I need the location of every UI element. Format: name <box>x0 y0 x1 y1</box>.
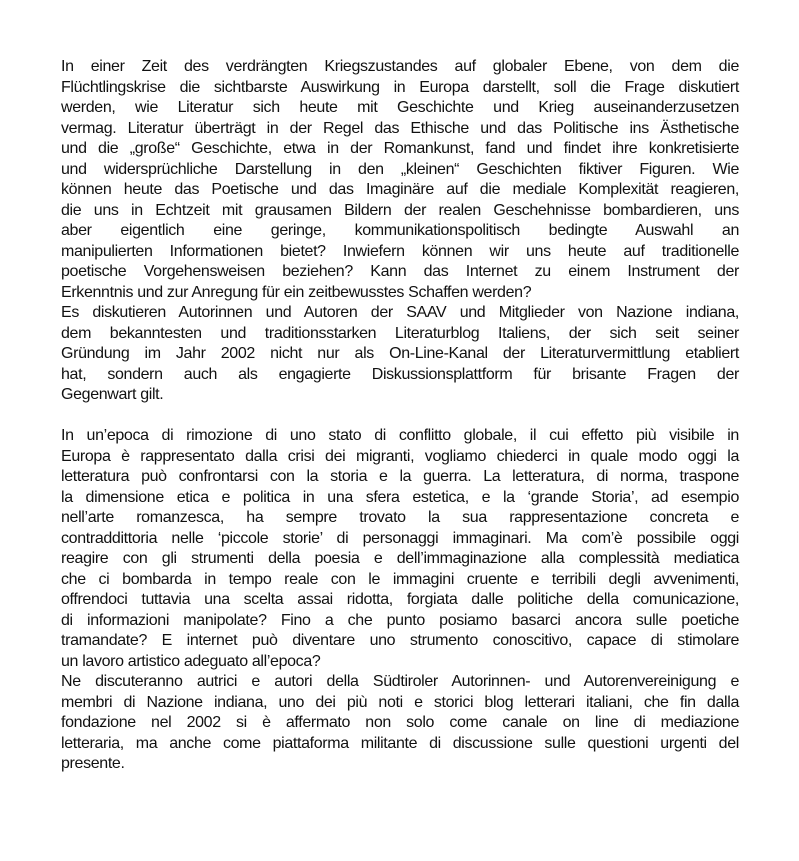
italian-section <box>61 426 739 775</box>
text-line: können heute das Poetische und das Imaginäre auf die mediale Komplexität reagieren, <box>61 181 739 198</box>
text-line: Gründung im Jahr 2002 nicht nur als On-Line-Kanal der Literaturvermittlung etabliert <box>61 345 739 362</box>
text-line: manipulierten Informationen bietet? Inwiefern können wir uns heute auf traditionelle <box>61 242 739 260</box>
text-line: Erkenntnis und zur Anregung für ein zeitbewusstes Schaffen werden? <box>61 283 532 301</box>
italian-paragraph-2 <box>61 672 739 775</box>
text-line: In einer Zeit des verdrängten Kriegszustandes auf globaler Ebene, von dem die <box>61 58 739 75</box>
text-line: Europa è rappresentato dalla crisi dei migranti, vogliamo chiederci in quale modo oggi la <box>61 447 739 465</box>
text-line: fondazione nel 2002 si è affermato non solo come canale on line di mediazione <box>61 714 739 731</box>
section-divider-space <box>61 406 739 427</box>
document-page <box>61 57 739 775</box>
german-paragraph-1 <box>61 57 739 303</box>
text-line: Ne discuteranno autrici e autori della Südtiroler Autorinnen- und Autorenvereinigung e <box>61 673 739 690</box>
text-line: die uns in Echtzeit mit grausamen Bildern der realen Geschehnisse bombardieren, uns <box>61 201 739 219</box>
text-line: aber eigentlich eine geringe, kommunikationspolitisch bedingte Auswahl an <box>61 222 739 239</box>
text-line: nell’arte romanzesca, ha sempre trovato la sua rappresentazione concreta e <box>61 509 739 526</box>
text-line: Flüchtlingskrise die sichtbarste Auswirkung in Europa darstellt, soll die Frage diskutiert <box>61 78 739 96</box>
german-paragraph-2 <box>61 303 739 406</box>
text-line: werden, wie Literatur sich heute mit Geschichte und Krieg auseinanderzusetzen <box>61 99 739 116</box>
text-line: Gegenwart gilt. <box>61 386 164 403</box>
text-line: tramandate? E internet può diventare uno strumento conoscitivo, capace di stimolare <box>61 632 739 649</box>
text-line: la dimensione etica e politica in una sfera estetica, e la ‘grande Storia’, ad esempio <box>61 488 739 506</box>
text-line: reagire con gli strumenti della poesia e dell’immaginazione alla complessità mediatica <box>61 550 739 567</box>
text-line: che ci bombarda in tempo reale con le immagini cruente e terribili degli avvenimenti, <box>61 570 739 588</box>
text-line: un lavoro artistico adeguato all’epoca? <box>61 652 321 670</box>
text-line: vermag. Literatur überträgt in der Regel das Ethische und das Politische ins Ästhetische <box>61 119 739 137</box>
text-line: letteratura può confrontarsi con la storia e la guerra. La letteratura, di norma, traspone <box>61 468 739 485</box>
text-line: Es diskutieren Autorinnen und Autoren der SAAV und Mitglieder von Nazione indiana, <box>61 304 739 321</box>
text-line: contraddittoria nelle ‘piccole storie’ di personaggi immaginari. Ma com’è possibile oggi <box>61 529 739 547</box>
text-line: hat, sondern auch als engagierte Diskussionsplattform für brisante Fragen der <box>61 365 739 383</box>
text-line: poetische Vorgehensweisen beziehen? Kann das Internet zu einem Instrument der <box>61 263 739 280</box>
text-line: letteraria, ma anche come piattaforma militante di discussione sulle questioni urgenti del <box>61 734 739 752</box>
text-line: presente. <box>61 755 125 772</box>
text-line: di informazioni manipolate? Fino a che punto posiamo basarci ancora sulle poetiche <box>61 611 739 629</box>
text-line: In un’epoca di rimozione di uno stato di conflitto globale, il cui effetto più visibile in <box>61 427 739 444</box>
text-line: und widersprüchliche Darstellung in den „kleinen“ Geschichten fiktiver Figuren. Wie <box>61 160 739 178</box>
text-line: dem bekanntesten und traditionsstarken Literaturblog Italiens, der sich seit seiner <box>61 324 739 342</box>
italian-paragraph-1 <box>61 426 739 672</box>
text-line: und die „große“ Geschichte, etwa in der Romankunst, fand und findet ihre konkretisierte <box>61 140 739 157</box>
text-line: membri di Nazione indiana, uno dei più noti e storici blog letterari italiani, che fin dalla <box>61 693 739 711</box>
german-section <box>61 57 739 406</box>
text-line: offrendoci tuttavia una scelta assai ridotta, forgiata dalle politiche della comunicazione, <box>61 591 739 608</box>
